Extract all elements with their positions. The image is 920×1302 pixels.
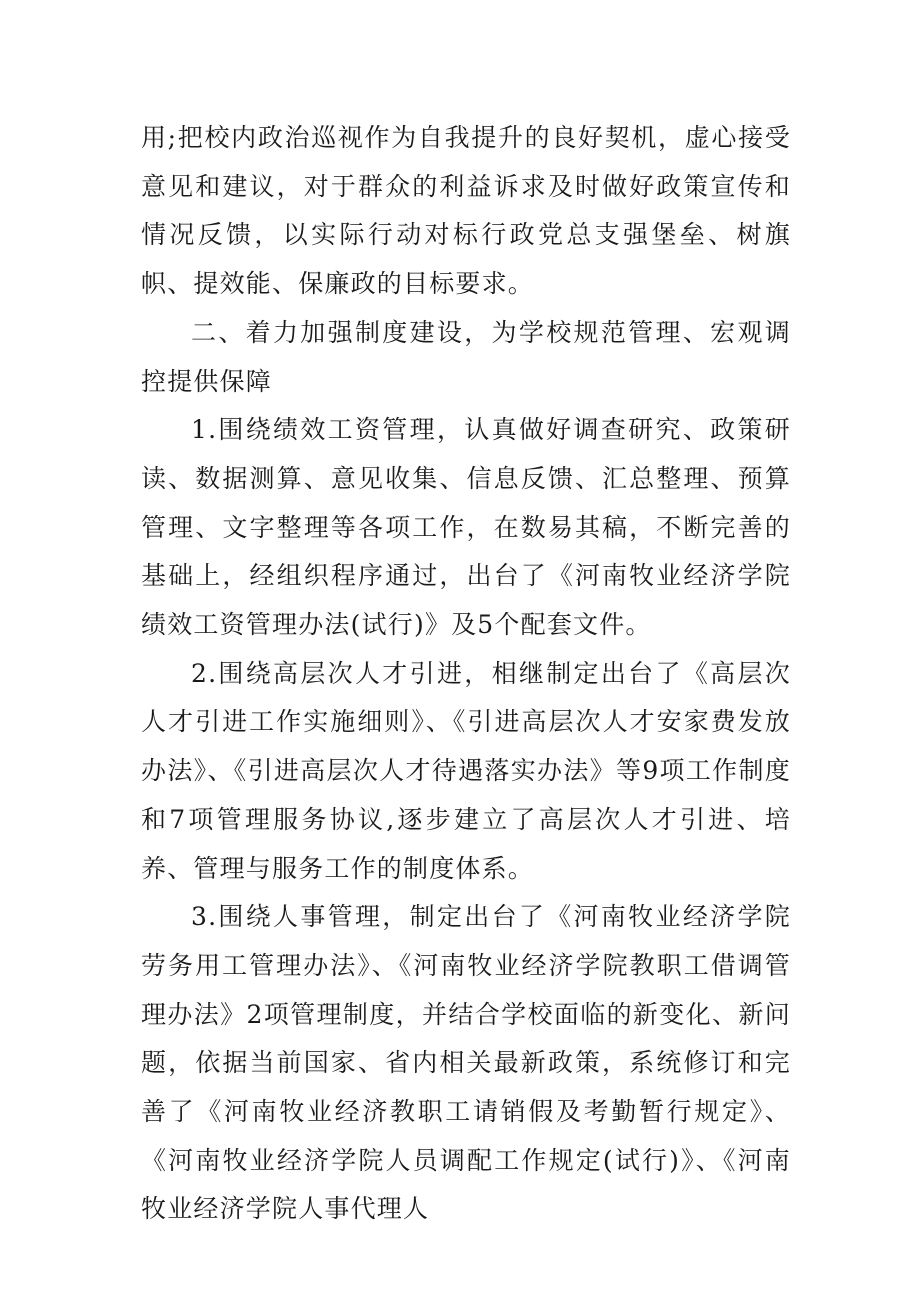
section-heading: 二、着力加强制度建设，为学校规范管理、宏观调控提供保障 — [141, 317, 791, 396]
paragraph-item-2: 2.围绕高层次人才引进，相继制定出台了《高层次人才引进工作实施细则》、《引进高层次人才安家费发放办法》、《引进高层次人才待遇落实办法》等9项工作制度和7项管理服务协议,逐步建立了高层次人才引进、培养、管理与服务工作的制度体系。 — [141, 658, 791, 883]
paragraph-item-1: 1.围绕绩效工资管理，认真做好调查研究、政策研读、数据测算、意见收集、信息反馈、汇总整理、预算管理、文字整理等各项工作，在数易其稿，不断完善的基础上，经组织程序通过，出台了《河南牧业经济学院绩效工资管理办法(试行)》及5个配套文件。 — [141, 415, 791, 640]
paragraph-item-3: 3.围绕人事管理，制定出台了《河南牧业经济学院劳务用工管理办法》、《河南牧业经济学院教职工借调管理办法》2项管理制度，并结合学校面临的新变化、新问题，依据当前国家、省内相关最新政策，系统修订和完善了《河南牧业经济教职工请销假及考勤暂行规定》、《河南牧业经济学院人员调配工作规定(试行)》、《河南牧业经济学院人事代理人 — [141, 902, 791, 1224]
paragraph-continuation: 用;把校内政治巡视作为自我提升的良好契机，虚心接受意见和建议，对于群众的利益诉求及时做好政策宣传和情况反馈，以实际行动对标行政党总支强堡垒、树旗帜、提效能、保廉政的目标要求。 — [141, 123, 791, 299]
document-body — [141, 114, 791, 1234]
